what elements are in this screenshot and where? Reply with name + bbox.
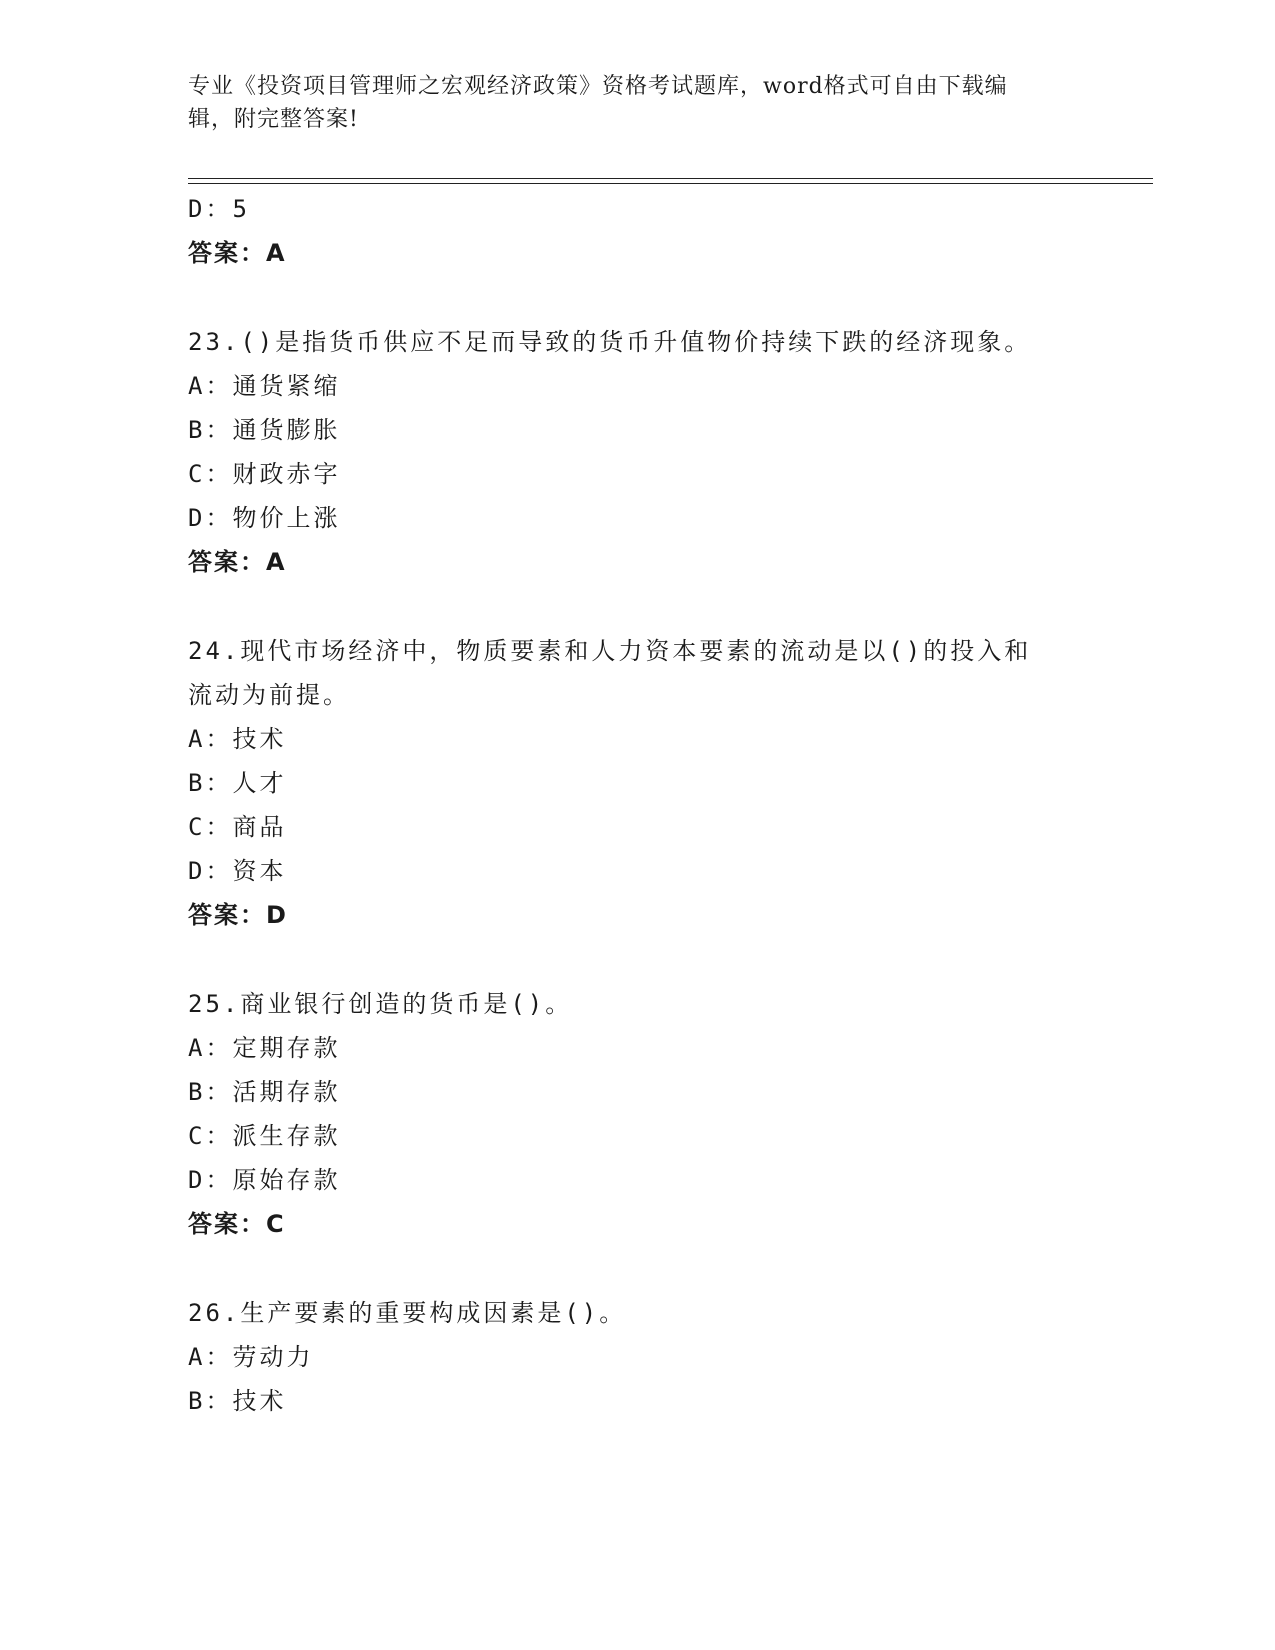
q25-option-c: C：派生存款 — [188, 1122, 341, 1150]
q24-option-c: C：商品 — [188, 813, 287, 841]
prev-answer: 答案：A — [188, 239, 287, 267]
q23-option-c: C：财政赤字 — [188, 460, 341, 488]
q23-stem: 23.()是指货币供应不足而导致的货币升值物价持续下跌的经济现象。 — [188, 328, 1032, 356]
q26-option-a: A：劳动力 — [188, 1343, 314, 1371]
q24-stem-line-2: 流动为前提。 — [188, 681, 350, 709]
q25-option-b: B：活期存款 — [188, 1078, 341, 1106]
q24-answer: 答案：D — [188, 901, 288, 929]
q24-option-d: D：资本 — [188, 857, 287, 885]
q25-option-d: D：原始存款 — [188, 1166, 341, 1194]
prev-option-d: D：5 — [188, 195, 250, 223]
q26-option-b: B：技术 — [188, 1387, 287, 1415]
q26-stem: 26.生产要素的重要构成因素是()。 — [188, 1299, 627, 1327]
q25-answer: 答案：C — [188, 1210, 286, 1238]
q24-option-b: B：人才 — [188, 769, 287, 797]
q23-option-d: D：物价上涨 — [188, 504, 341, 532]
header-divider-bottom — [188, 183, 1153, 184]
q23-option-b: B：通货膨胀 — [188, 416, 341, 444]
header-line-1: 专业《投资项目管理师之宏观经济政策》资格考试题库，word格式可自由下载编 — [188, 74, 1008, 99]
q25-stem: 25.商业银行创造的货币是()。 — [188, 990, 573, 1018]
header-divider-top — [188, 178, 1153, 179]
header-line-2: 辑，附完整答案! — [188, 107, 359, 132]
q23-answer: 答案：A — [188, 548, 287, 576]
q24-stem-line-1: 24.现代市场经济中，物质要素和人力资本要素的流动是以()的投入和 — [188, 637, 1032, 665]
q23-option-a: A：通货紧缩 — [188, 372, 341, 400]
q24-option-a: A：技术 — [188, 725, 287, 753]
document-header — [188, 70, 1068, 136]
q25-option-a: A：定期存款 — [188, 1034, 341, 1062]
